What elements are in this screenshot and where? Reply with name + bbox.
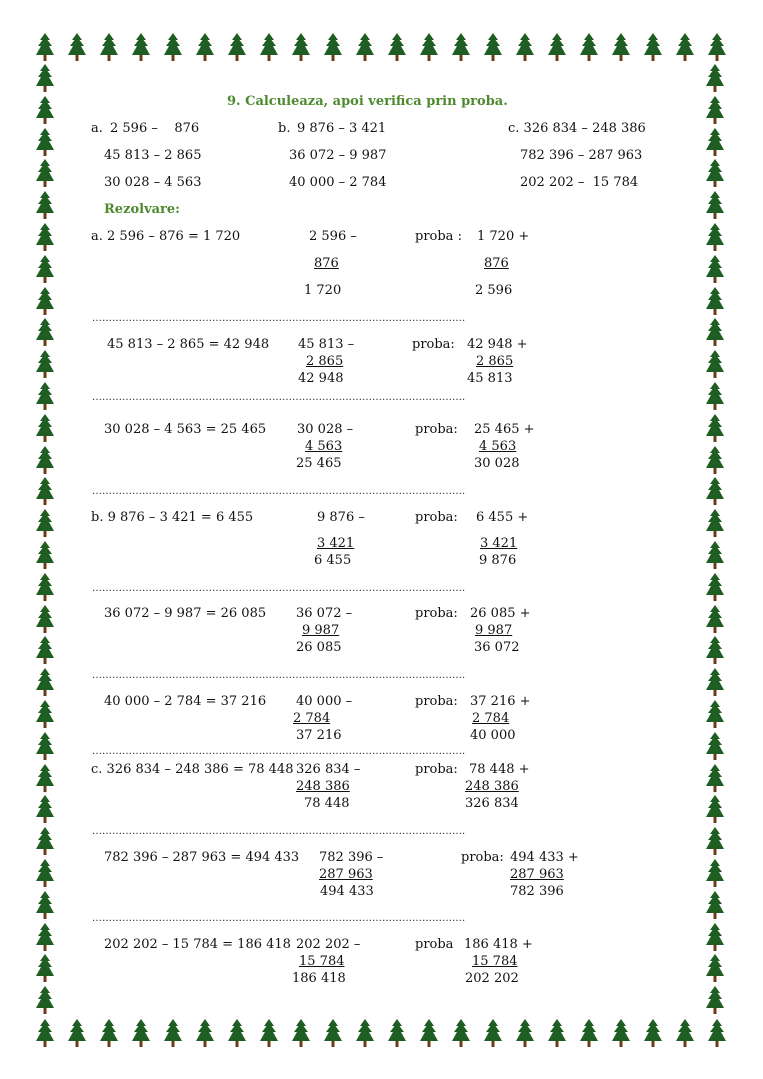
minuend: 36 072 –: [296, 606, 353, 621]
tree-icon: [706, 477, 724, 505]
difference: 37 216: [296, 728, 342, 743]
exercise-c-3: 202 202 – 15 784: [520, 175, 639, 190]
tree-icon: [706, 827, 724, 855]
tree-icon: [452, 1019, 470, 1047]
tree-icon: [580, 33, 598, 61]
minuend: 2 596 –: [309, 229, 357, 244]
tree-icon: [516, 1019, 534, 1047]
exercise-a-3: 30 028 – 4 563: [104, 175, 202, 190]
tree-icon: [644, 33, 662, 61]
proba-addend: 25 465 +: [474, 422, 535, 437]
tree-icon: [36, 287, 54, 315]
tree-icon: [36, 191, 54, 219]
tree-icon: [36, 96, 54, 124]
proba-label: proba:: [412, 337, 455, 352]
proba-addend-2: 4 563: [479, 439, 517, 454]
tree-icon: [516, 33, 534, 61]
tree-icon: [706, 223, 724, 251]
dotted-separator: ………………………………………………………………………………………………….: [92, 913, 466, 924]
proba-label: proba:: [415, 422, 458, 437]
tree-icon: [36, 509, 54, 537]
subtrahend: 3 421: [317, 536, 355, 551]
minuend: 40 000 –: [296, 694, 353, 709]
minuend: 30 028 –: [297, 422, 354, 437]
dotted-separator: ………………………………………………………………………………………………….: [92, 826, 466, 837]
dotted-separator: ………………………………………………………………………………………………….: [92, 583, 466, 594]
exercise-a-label: a.: [91, 121, 103, 136]
exercise-b-label: b.: [278, 121, 291, 136]
tree-icon: [706, 509, 724, 537]
tree-icon: [706, 446, 724, 474]
solution-equation: 36 072 – 9 987 = 26 085: [104, 606, 267, 621]
tree-icon: [706, 128, 724, 156]
tree-icon: [36, 33, 54, 61]
tree-icon: [706, 191, 724, 219]
exercise-b-3: 40 000 – 2 784: [289, 175, 387, 190]
proba-addend-2: 2 865: [476, 354, 514, 369]
difference: 6 455: [314, 553, 352, 568]
proba-label: proba :: [415, 229, 462, 244]
tree-icon: [706, 700, 724, 728]
tree-icon: [260, 33, 278, 61]
tree-icon: [196, 33, 214, 61]
tree-icon: [420, 1019, 438, 1047]
tree-icon: [708, 1019, 726, 1047]
subtrahend: 2 865: [306, 354, 344, 369]
tree-icon: [132, 1019, 150, 1047]
dotted-separator: ………………………………………………………………………………………………….: [92, 392, 466, 403]
difference: 78 448: [304, 796, 350, 811]
difference: 26 085: [296, 640, 342, 655]
tree-icon: [420, 33, 438, 61]
proba-sum: 326 834: [465, 796, 519, 811]
proba-sum: 45 813: [467, 371, 513, 386]
tree-icon: [548, 1019, 566, 1047]
tree-icon: [706, 287, 724, 315]
tree-icon: [706, 541, 724, 569]
proba-addend-2: 876: [484, 256, 509, 271]
tree-icon: [706, 859, 724, 887]
proba-label: proba: [415, 937, 454, 952]
tree-icon: [68, 1019, 86, 1047]
dotted-separator: ………………………………………………………………………………………………….: [92, 670, 466, 681]
tree-icon: [706, 795, 724, 823]
tree-icon: [228, 1019, 246, 1047]
tree-icon: [36, 382, 54, 410]
solution-equation: c. 326 834 – 248 386 = 78 448: [91, 762, 294, 777]
tree-icon: [612, 1019, 630, 1047]
tree-icon: [708, 33, 726, 61]
proba-addend-2: 15 784: [472, 954, 518, 969]
tree-icon: [68, 33, 86, 61]
tree-icon: [36, 605, 54, 633]
proba-sum: 30 028: [474, 456, 520, 471]
subtrahend: 876: [314, 256, 339, 271]
tree-icon: [36, 827, 54, 855]
proba-addend: 494 433 +: [510, 850, 579, 865]
proba-addend: 78 448 +: [469, 762, 530, 777]
tree-icon: [292, 33, 310, 61]
proba-addend-2: 248 386: [465, 779, 519, 794]
difference: 1 720: [304, 283, 342, 298]
tree-icon: [36, 541, 54, 569]
tree-icon: [452, 33, 470, 61]
subtrahend: 15 784: [299, 954, 345, 969]
proba-sum: 36 072: [474, 640, 520, 655]
tree-icon: [706, 986, 724, 1014]
tree-icon: [644, 1019, 662, 1047]
tree-icon: [36, 668, 54, 696]
proba-addend: 186 418 +: [464, 937, 533, 952]
solution-equation: a. 2 596 – 876 = 1 720: [91, 229, 241, 244]
tree-icon: [36, 636, 54, 664]
tree-icon: [36, 986, 54, 1014]
solution-equation: 45 813 – 2 865 = 42 948: [107, 337, 270, 352]
proba-sum: 202 202: [465, 971, 519, 986]
tree-icon: [228, 33, 246, 61]
minuend: 45 813 –: [298, 337, 355, 352]
tree-icon: [36, 923, 54, 951]
proba-addend: 37 216 +: [470, 694, 531, 709]
exercise-a-2: 45 813 – 2 865: [104, 148, 202, 163]
proba-sum: 9 876: [479, 553, 517, 568]
tree-icon: [706, 923, 724, 951]
tree-icon: [36, 446, 54, 474]
tree-icon: [706, 732, 724, 760]
tree-icon: [36, 954, 54, 982]
proba-addend: 6 455 +: [476, 510, 529, 525]
tree-icon: [706, 382, 724, 410]
tree-icon: [36, 891, 54, 919]
exercise-c-1: c. 326 834 – 248 386: [508, 121, 646, 136]
tree-icon: [580, 1019, 598, 1047]
tree-icon: [36, 128, 54, 156]
tree-icon: [36, 859, 54, 887]
tree-icon: [706, 891, 724, 919]
subtrahend: 2 784: [293, 711, 331, 726]
tree-icon: [36, 318, 54, 346]
tree-icon: [706, 954, 724, 982]
rezolvare-heading: Rezolvare:: [104, 202, 180, 217]
proba-addend-2: 2 784: [472, 711, 510, 726]
exercise-c-2: 782 396 – 287 963: [520, 148, 643, 163]
tree-icon: [706, 668, 724, 696]
tree-icon: [388, 1019, 406, 1047]
proba-addend-2: 287 963: [510, 867, 564, 882]
proba-sum: 40 000: [470, 728, 516, 743]
solution-equation: 40 000 – 2 784 = 37 216: [104, 694, 267, 709]
subtrahend: 287 963: [319, 867, 373, 882]
proba-label: proba:: [415, 606, 458, 621]
tree-icon: [706, 764, 724, 792]
tree-icon: [324, 33, 342, 61]
tree-icon: [324, 1019, 342, 1047]
minuend: 326 834 –: [296, 762, 361, 777]
difference: 25 465: [296, 456, 342, 471]
subtrahend: 4 563: [305, 439, 343, 454]
tree-icon: [484, 1019, 502, 1047]
exercise-b-1: 9 876 – 3 421: [297, 121, 387, 136]
tree-icon: [676, 1019, 694, 1047]
tree-icon: [356, 33, 374, 61]
tree-icon: [164, 1019, 182, 1047]
tree-icon: [706, 318, 724, 346]
tree-icon: [706, 605, 724, 633]
tree-icon: [292, 1019, 310, 1047]
dotted-separator: ………………………………………………………………………………………………….: [92, 746, 466, 757]
tree-icon: [706, 636, 724, 664]
exercise-title: 9. Calculeaza, apoi verifica prin proba.: [227, 94, 508, 109]
proba-label: proba:: [415, 762, 458, 777]
tree-icon: [706, 255, 724, 283]
tree-icon: [676, 33, 694, 61]
solution-equation: 202 202 – 15 784 = 186 418: [104, 937, 291, 952]
tree-icon: [36, 255, 54, 283]
tree-icon: [36, 223, 54, 251]
minuend: 202 202 –: [296, 937, 361, 952]
proba-sum: 782 396: [510, 884, 564, 899]
tree-icon: [36, 414, 54, 442]
tree-icon: [548, 33, 566, 61]
subtrahend: 9 987: [302, 623, 340, 638]
tree-icon: [36, 64, 54, 92]
tree-icon: [36, 795, 54, 823]
difference: 494 433: [320, 884, 374, 899]
tree-icon: [36, 159, 54, 187]
tree-icon: [706, 159, 724, 187]
tree-icon: [132, 33, 150, 61]
proba-sum: 2 596: [475, 283, 513, 298]
tree-icon: [706, 350, 724, 378]
difference: 42 948: [298, 371, 344, 386]
tree-icon: [706, 64, 724, 92]
tree-icon: [706, 96, 724, 124]
proba-addend-2: 3 421: [480, 536, 518, 551]
solution-equation: b. 9 876 – 3 421 = 6 455: [91, 510, 254, 525]
tree-icon: [36, 477, 54, 505]
proba-addend-2: 9 987: [475, 623, 513, 638]
subtrahend: 248 386: [296, 779, 350, 794]
tree-icon: [100, 1019, 118, 1047]
tree-icon: [36, 764, 54, 792]
tree-icon: [706, 573, 724, 601]
solution-equation: 30 028 – 4 563 = 25 465: [104, 422, 267, 437]
proba-addend: 26 085 +: [470, 606, 531, 621]
tree-icon: [612, 33, 630, 61]
tree-icon: [36, 1019, 54, 1047]
tree-icon: [706, 414, 724, 442]
difference: 186 418: [292, 971, 346, 986]
tree-icon: [164, 33, 182, 61]
proba-label: proba:: [415, 694, 458, 709]
tree-icon: [260, 1019, 278, 1047]
tree-icon: [36, 700, 54, 728]
tree-icon: [356, 1019, 374, 1047]
exercise-a-1: 2 596 – 876: [110, 121, 200, 136]
exercise-b-2: 36 072 – 9 987: [289, 148, 387, 163]
solution-equation: 782 396 – 287 963 = 494 433: [104, 850, 300, 865]
minuend: 9 876 –: [317, 510, 365, 525]
tree-icon: [388, 33, 406, 61]
tree-icon: [36, 573, 54, 601]
tree-icon: [36, 350, 54, 378]
tree-icon: [484, 33, 502, 61]
proba-label: proba:: [461, 850, 504, 865]
tree-icon: [36, 732, 54, 760]
proba-addend: 1 720 +: [477, 229, 530, 244]
dotted-separator: ………………………………………………………………………………………………….: [92, 486, 466, 497]
tree-icon: [100, 33, 118, 61]
tree-icon: [196, 1019, 214, 1047]
proba-label: proba:: [415, 510, 458, 525]
dotted-separator: ………………………………………………………………………………………………….: [92, 313, 466, 324]
proba-addend: 42 948 +: [467, 337, 528, 352]
minuend: 782 396 –: [319, 850, 384, 865]
